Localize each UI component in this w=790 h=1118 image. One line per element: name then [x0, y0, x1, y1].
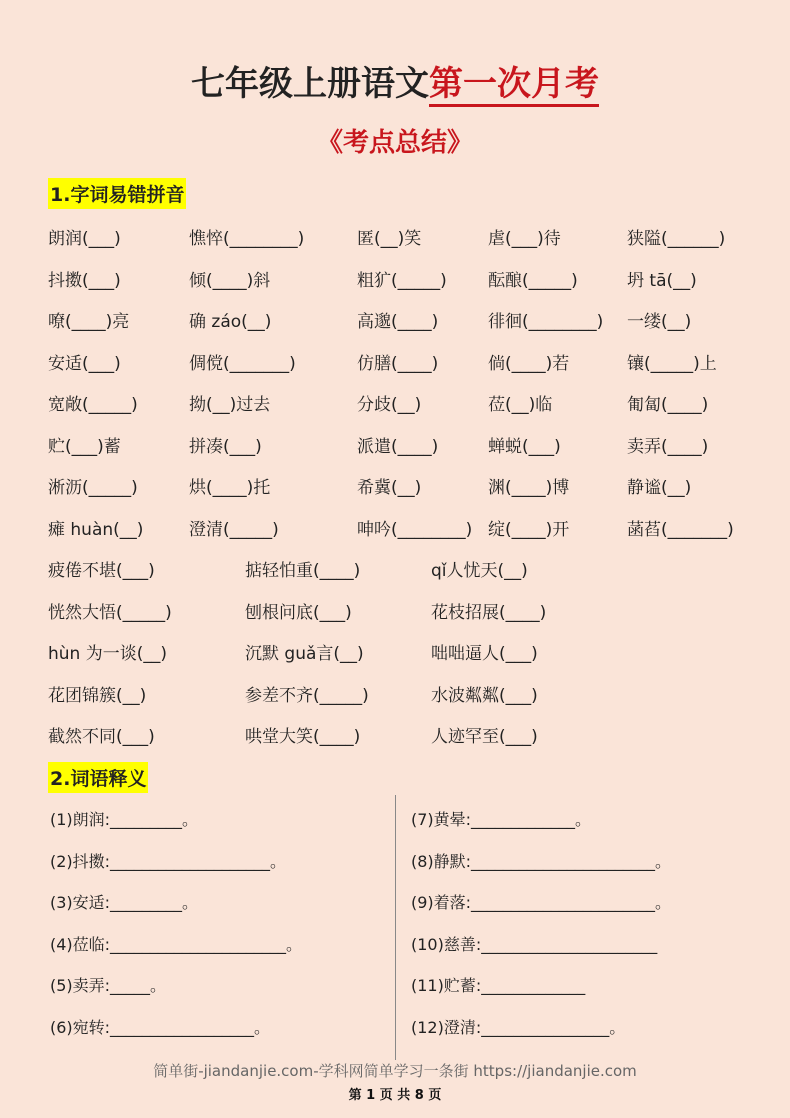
pinyin-item: 匍匐(____) — [627, 395, 709, 415]
pinyin-row — [0, 432, 790, 456]
pinyin-item: 派遣(____) — [357, 436, 439, 457]
pinyin-item: 澄清(_____) — [189, 519, 279, 540]
definition-item: (7)黄晕:_____________。 — [411, 810, 592, 829]
pinyin-item: 拼凑(___) — [189, 436, 262, 457]
pinyin-item: 憔悴(________) — [189, 229, 305, 249]
idiom-item: 花团锦簇(__) — [48, 685, 147, 706]
section-heading-definitions: 2.词语释义 — [48, 762, 148, 793]
pinyin-item: 匿(__)笑 — [357, 229, 422, 249]
pinyin-item: 坍 tā(__) — [627, 270, 697, 291]
pinyin-item: 高邈(____) — [357, 312, 439, 332]
pinyin-row — [0, 224, 790, 248]
idiom-row — [0, 681, 790, 705]
idiom-item: 哄堂大笑(____) — [245, 727, 361, 747]
idiom-row — [0, 722, 790, 746]
pinyin-item: 贮(___)蓄 — [48, 436, 121, 457]
idiom-row — [0, 556, 790, 580]
pinyin-item: 粗犷(_____) — [357, 270, 447, 291]
page-title — [0, 56, 790, 105]
idiom-item: 沉默 guǎ言(__) — [245, 644, 364, 664]
pinyin-item: 蝉蜕(___) — [488, 436, 561, 457]
idiom-item: 花枝招展(____) — [431, 602, 547, 623]
pinyin-item: 抖擞(___) — [48, 270, 121, 291]
definition-item: (8)静默:_______________________。 — [411, 851, 672, 871]
definition-item: (2)抖擞:____________________。 — [50, 851, 287, 871]
idiom-item: 水波粼粼(___) — [431, 685, 538, 706]
title-red: 第一次月考 — [429, 64, 599, 107]
definition-item: (12)澄清:________________。 — [411, 1017, 626, 1037]
definition-item: (10)慈善:______________________ — [411, 934, 658, 954]
pinyin-row — [0, 390, 790, 414]
idiom-item: 参差不齐(_____) — [245, 685, 369, 706]
pinyin-row — [0, 349, 790, 373]
pinyin-item: 菡萏(_______) — [627, 519, 734, 540]
pinyin-item: 拗(__)过去 — [189, 395, 271, 415]
pinyin-item: 倘(____)若 — [488, 353, 570, 374]
pinyin-item: 烘(____)托 — [189, 478, 271, 498]
pinyin-item: 一缕(__) — [627, 312, 692, 332]
pinyin-item: 倾(____)斜 — [189, 270, 271, 291]
pinyin-row — [0, 266, 790, 290]
pinyin-item: 确 záo(__) — [189, 312, 272, 332]
definition-item: (11)贮蓄:_____________ — [411, 976, 586, 995]
title-black: 七年级上册语文 — [191, 64, 429, 104]
pinyin-item: 朗润(___) — [48, 229, 121, 249]
idiom-item: 咄咄逼人(___) — [431, 644, 538, 664]
idiom-item: 截然不同(___) — [48, 727, 155, 747]
idiom-item: hùn 为一谈(__) — [48, 644, 167, 664]
definition-item: (4)莅临:______________________。 — [50, 934, 303, 954]
pinyin-row — [0, 307, 790, 331]
column-divider — [395, 795, 396, 1060]
pinyin-item: 狭隘(______) — [627, 229, 726, 249]
definition-item: (6)宛转:__________________。 — [50, 1017, 271, 1037]
idiom-row — [0, 598, 790, 622]
pinyin-item: 嘹(____)亮 — [48, 312, 130, 332]
idiom-row — [0, 639, 790, 663]
idiom-item: 刨根问底(___) — [245, 602, 352, 623]
pinyin-item: 分歧(__) — [357, 395, 422, 415]
pinyin-item: 淅沥(_____) — [48, 478, 138, 498]
page-number: 第 1 页 共 8 页 — [348, 1088, 442, 1103]
pinyin-item: 绽(____)开 — [488, 519, 570, 540]
idiom-item: 人迹罕至(___) — [431, 727, 538, 747]
pinyin-item: 莅(__)临 — [488, 395, 553, 415]
pinyin-item: 希冀(__) — [357, 478, 422, 498]
idiom-item: 恍然大悟(_____) — [48, 602, 172, 623]
definition-item: (3)安适:_________。 — [50, 893, 199, 912]
section-heading-pinyin: 1.字词易错拼音 — [48, 178, 186, 209]
pinyin-item: 宽敞(_____) — [48, 395, 138, 415]
pinyin-row — [0, 515, 790, 539]
pinyin-item: 酝酿(_____) — [488, 270, 578, 291]
pinyin-item: 倜傥(_______) — [189, 353, 296, 374]
pinyin-item: 镶(_____)上 — [627, 353, 717, 374]
pinyin-item: 仿膳(____) — [357, 353, 439, 374]
definition-item: (5)卖弄:_____。 — [50, 976, 167, 995]
pinyin-item: 安适(___) — [48, 353, 121, 374]
definition-item: (1)朗润:_________。 — [50, 810, 199, 829]
pinyin-item: 静谧(__) — [627, 478, 692, 498]
idiom-item: 疲倦不堪(___) — [48, 561, 155, 581]
pinyin-item: 渊(____)博 — [488, 478, 570, 498]
pinyin-item: 卖弄(____) — [627, 436, 709, 457]
pinyin-row — [0, 473, 790, 497]
pinyin-item: 呻吟(________) — [357, 519, 473, 540]
page-subtitle: 《考点总结》 — [316, 128, 473, 158]
definition-item: (9)着落:_______________________。 — [411, 893, 672, 912]
idiom-item: 掂轻怕重(____) — [245, 561, 361, 581]
pinyin-item: 瘫 huàn(__) — [48, 519, 144, 540]
watermark: 简单街-jiandanjie.com-学科网简单学习一条街 https://jiandanjie.com — [153, 1062, 637, 1080]
idiom-item: qǐ人忧天(__) — [431, 561, 528, 581]
pinyin-item: 虐(___)待 — [488, 229, 561, 249]
pinyin-item: 徘徊(________) — [488, 312, 604, 332]
